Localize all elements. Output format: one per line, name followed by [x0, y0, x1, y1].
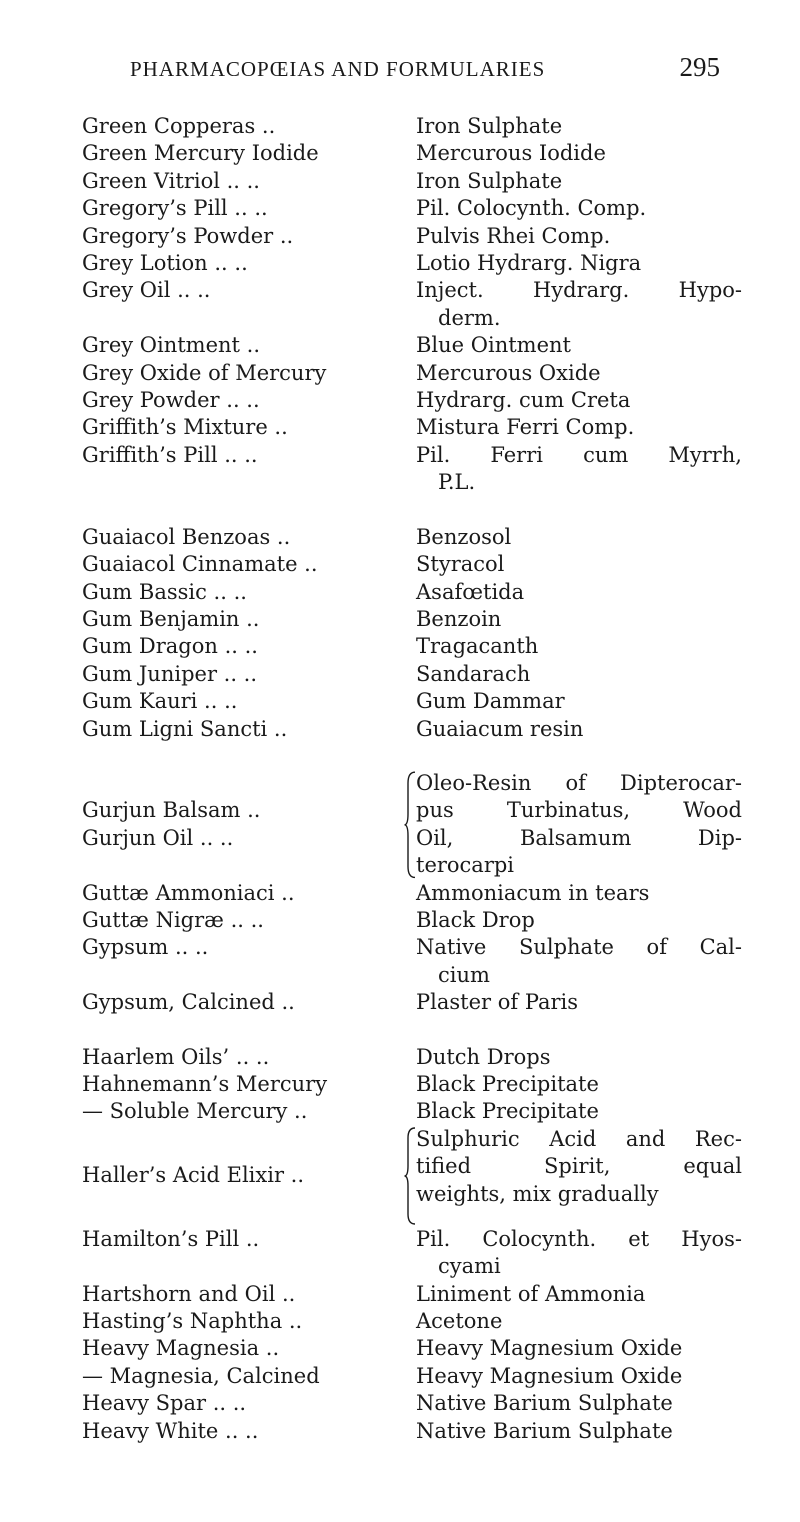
entry-term	[82, 1308, 404, 1335]
brace-mark	[404, 195, 416, 222]
entry-term	[82, 1363, 404, 1390]
entry-definition-line: Pulvis Rhei Comp.	[416, 223, 611, 248]
entry-definition-line: Tragacanth	[416, 634, 539, 659]
entry-term	[82, 195, 404, 222]
entry-definition	[416, 716, 742, 743]
brace-mark	[404, 414, 416, 441]
entry-term-line: Grey Powder .. ..	[82, 388, 260, 413]
glossary-entry	[82, 195, 742, 222]
glossary-entry	[82, 579, 742, 606]
entry-term	[82, 770, 404, 880]
glossary-entry	[82, 688, 742, 715]
entry-definition-line: Guaiacum resin	[416, 716, 584, 741]
entry-definition	[416, 1308, 742, 1335]
glossary-entry	[82, 524, 742, 551]
brace-mark	[404, 168, 416, 195]
entry-term-line: Haller’s Acid Elixir ..	[82, 1163, 305, 1188]
entry-definition	[416, 332, 742, 359]
glossary-entry	[82, 1281, 742, 1308]
entry-term-line: Haarlem Oils’ .. ..	[82, 1044, 270, 1069]
entry-term-line: Heavy Magnesia ..	[82, 1336, 280, 1361]
entry-definition	[416, 688, 742, 715]
entry-definition	[416, 1281, 742, 1308]
entry-term	[82, 1044, 404, 1071]
entry-term-line: Guttæ Ammoniaci ..	[82, 880, 295, 905]
entry-term	[82, 223, 404, 250]
entry-definition-line: derm.	[438, 305, 501, 330]
entry-definition	[416, 579, 742, 606]
entry-definition	[416, 661, 742, 688]
glossary-entry	[82, 1098, 742, 1125]
entry-definition-line: Mercurous Oxide	[416, 360, 601, 385]
entry-definition-line: Blue Ointment	[416, 333, 571, 358]
entry-definition	[416, 414, 742, 441]
entry-term	[82, 1071, 404, 1098]
entry-term	[82, 277, 404, 332]
entry-term	[82, 360, 404, 387]
entry-term-line: Hartshorn and Oil ..	[82, 1281, 296, 1306]
entry-definition-line: Mistura Ferri Comp.	[416, 415, 635, 440]
entry-definition	[416, 1044, 742, 1071]
entry-definition-line: Black Drop	[416, 907, 535, 932]
glossary-entry	[82, 332, 742, 359]
glossary-entry	[82, 360, 742, 387]
entry-definition-line: Sulphuric Acid and Rec-	[416, 1126, 742, 1151]
brace-mark	[404, 934, 416, 989]
entry-term	[82, 989, 404, 1016]
entry-term	[82, 1390, 404, 1417]
entry-definition	[416, 113, 742, 140]
entry-definition	[416, 633, 742, 660]
brace-mark	[404, 277, 416, 332]
entry-term-line: — Magnesia, Calcined	[82, 1363, 320, 1388]
entry-term-line: Green Mercury Iodide	[82, 141, 319, 166]
entry-definition	[416, 277, 742, 332]
entry-term	[82, 442, 404, 497]
entry-definition-line: Sandarach	[416, 661, 531, 686]
entry-term-line: Guaiacol Benzoas ..	[82, 524, 291, 549]
entry-definition	[416, 387, 742, 414]
entry-term-line: Gypsum .. ..	[82, 935, 209, 960]
glossary-entry	[82, 250, 742, 277]
entry-term	[82, 1281, 404, 1308]
brace-mark	[404, 633, 416, 660]
glossary-entry	[82, 442, 742, 497]
brace-mark	[404, 551, 416, 578]
glossary-entry	[82, 1126, 742, 1226]
brace-mark	[404, 989, 416, 1016]
brace-mark	[404, 907, 416, 934]
entry-term	[82, 414, 404, 441]
entry-term	[82, 332, 404, 359]
entry-term	[82, 1098, 404, 1125]
entry-term-line: Gurjun Balsam ..	[82, 798, 261, 823]
entry-term	[82, 387, 404, 414]
entry-term-line: Griffith’s Mixture ..	[82, 415, 288, 440]
glossary-entry	[82, 551, 742, 578]
brace-mark	[404, 1308, 416, 1335]
brace-mark	[404, 332, 416, 359]
entry-definition	[416, 168, 742, 195]
entry-definition-line: pus Turbinatus, Wood	[416, 798, 742, 823]
entry-term-line: Gum Bassic .. ..	[82, 579, 247, 604]
entry-definition	[416, 907, 742, 934]
brace-mark	[404, 1044, 416, 1071]
entry-definition	[416, 1098, 742, 1125]
brace-mark	[404, 113, 416, 140]
entry-term	[82, 907, 404, 934]
entry-term-line: Gum Juniper .. ..	[82, 661, 258, 686]
entry-definition	[416, 524, 742, 551]
glossary-entry	[82, 661, 742, 688]
brace-mark	[404, 524, 416, 551]
entry-definition-line: Acetone	[416, 1309, 503, 1334]
glossary-entries	[82, 113, 742, 1445]
entry-definition-line: cyami	[438, 1254, 501, 1279]
entry-definition	[416, 934, 742, 989]
entry-term	[82, 1418, 404, 1445]
entry-definition-line: Benzosol	[416, 524, 512, 549]
glossary-entry	[82, 113, 742, 140]
entry-term-line: Hamilton’s Pill ..	[82, 1226, 260, 1251]
glossary-entry	[82, 1390, 742, 1417]
entry-term-line: Grey Lotion .. ..	[82, 251, 248, 276]
entry-definition-line: Mercurous Iodide	[416, 141, 606, 166]
brace-mark	[404, 1226, 416, 1281]
entry-definition-line: Oleo-Resin of Dipterocar-	[416, 770, 742, 795]
entry-term	[82, 1335, 404, 1362]
glossary-entry	[82, 387, 742, 414]
brace-mark	[404, 1098, 416, 1125]
entry-definition	[416, 551, 742, 578]
entry-term-line: Gregory’s Pill .. ..	[82, 196, 268, 221]
entry-definition-line: Native Barium Sulphate	[416, 1391, 673, 1416]
entry-definition-line: weights, mix gradually	[416, 1181, 659, 1206]
brace-mark	[404, 1071, 416, 1098]
entry-definition-line: Inject. Hydrarg. Hypo-	[416, 278, 742, 303]
entry-term	[82, 606, 404, 633]
brace-mark	[404, 661, 416, 688]
glossary-entry	[82, 907, 742, 934]
entry-definition-line: Ammoniacum in tears	[416, 880, 650, 905]
glossary-entry	[82, 1418, 742, 1445]
brace-mark	[404, 579, 416, 606]
entry-definition	[416, 880, 742, 907]
brace-mark	[404, 1390, 416, 1417]
glossary-entry	[82, 989, 742, 1016]
entry-term	[82, 880, 404, 907]
entry-term-line: Gum Benjamin ..	[82, 606, 260, 631]
glossary-entry	[82, 770, 742, 880]
entry-definition-line: terocarpi	[416, 853, 515, 878]
entry-term-line: Griffith’s Pill .. ..	[82, 442, 258, 467]
entry-term-line: Guttæ Nigræ .. ..	[82, 907, 264, 932]
entry-definition-line: Asafœtida	[416, 579, 525, 604]
glossary-entry	[82, 1071, 742, 1098]
brace-mark	[404, 1126, 416, 1226]
entry-definition-line: Benzoin	[416, 606, 502, 631]
entry-term-line: Hasting’s Naphtha ..	[82, 1309, 303, 1334]
entry-definition	[416, 1390, 742, 1417]
entry-term	[82, 140, 404, 167]
entry-term	[82, 633, 404, 660]
entry-term	[82, 524, 404, 551]
entry-term-line: Gum Kauri .. ..	[82, 689, 238, 714]
brace-mark	[404, 360, 416, 387]
entry-definition-line: Native Barium Sulphate	[416, 1418, 673, 1443]
entry-definition-line: Black Precipitate	[416, 1099, 599, 1124]
glossary-entry	[82, 277, 742, 332]
entry-definition-line: Dutch Drops	[416, 1044, 551, 1069]
entry-term	[82, 579, 404, 606]
brace-mark	[404, 606, 416, 633]
entry-term-line: Gurjun Oil .. ..	[82, 825, 234, 850]
entry-term	[82, 1126, 404, 1226]
glossary-entry	[82, 140, 742, 167]
entry-term-line: Green Copperas ..	[82, 114, 276, 138]
brace-mark	[404, 442, 416, 497]
glossary-entry	[82, 716, 742, 743]
glossary-entry	[82, 223, 742, 250]
brace-mark	[404, 250, 416, 277]
entry-term	[82, 934, 404, 989]
entry-definition-line: Pil. Colocynth. Comp.	[416, 196, 647, 221]
entry-definition-line: Black Precipitate	[416, 1072, 599, 1096]
entry-definition-line: Liniment of Ammonia	[416, 1281, 646, 1306]
running-title: PHARMACOPŒIAS AND FORMULARIES	[130, 57, 546, 81]
entry-definition-line: P.L.	[438, 470, 476, 495]
brace-mark	[404, 140, 416, 167]
entry-term-line: Gum Ligni Sancti ..	[82, 716, 288, 741]
glossary-entry	[82, 633, 742, 660]
entry-definition	[416, 1071, 742, 1098]
entry-term	[82, 661, 404, 688]
entry-term-line: Heavy Spar .. ..	[82, 1391, 247, 1416]
brace-mark	[404, 387, 416, 414]
entry-definition	[416, 1335, 742, 1362]
entry-definition-line: Iron Sulphate	[416, 168, 563, 193]
entry-term-line: Grey Ointment ..	[82, 333, 261, 358]
entry-definition-line: Heavy Magnesium Oxide	[416, 1336, 683, 1361]
brace-mark	[404, 223, 416, 250]
entry-definition-line: Plaster of Paris	[416, 990, 579, 1015]
entry-definition	[416, 770, 742, 880]
entry-definition	[416, 223, 742, 250]
entry-definition	[416, 606, 742, 633]
brace-mark	[404, 716, 416, 743]
entry-definition-line: Styracol	[416, 552, 505, 577]
brace-mark	[404, 1363, 416, 1390]
entry-term	[82, 113, 404, 140]
entry-term-line: Green Vitriol .. ..	[82, 168, 260, 193]
entry-term-line: Grey Oxide of Mercury	[82, 360, 327, 385]
entry-term	[82, 551, 404, 578]
entry-term-line: Hahnemann’s Mercury	[82, 1072, 328, 1096]
entry-term-line: Gregory’s Powder ..	[82, 223, 294, 248]
entry-definition-line: tified Spirit, equal	[416, 1154, 742, 1179]
entry-term	[82, 688, 404, 715]
glossary-entry	[82, 1363, 742, 1390]
page-number: 295	[679, 52, 720, 82]
glossary-entry	[82, 880, 742, 907]
entry-term	[82, 1226, 404, 1281]
entry-term-line: Grey Oil .. ..	[82, 278, 211, 303]
entry-definition	[416, 1126, 742, 1226]
entry-definition	[416, 1418, 742, 1445]
entry-term-line: Heavy White .. ..	[82, 1418, 259, 1443]
brace-mark	[404, 688, 416, 715]
entry-definition	[416, 989, 742, 1016]
entry-term	[82, 250, 404, 277]
entry-definition	[416, 250, 742, 277]
entry-definition-line: Pil. Ferri cum Myrrh,	[416, 442, 742, 467]
glossary-entry	[82, 168, 742, 195]
glossary-entry	[82, 1335, 742, 1362]
entry-definition-line: Lotio Hydrarg. Nigra	[416, 251, 642, 276]
glossary-entry	[82, 1044, 742, 1071]
entry-definition	[416, 195, 742, 222]
entry-term-line: Gypsum, Calcined ..	[82, 990, 295, 1015]
entry-definition-line: Native Sulphate of Cal-	[416, 935, 742, 960]
brace-mark	[404, 1335, 416, 1362]
entry-definition-line: Iron Sulphate	[416, 114, 563, 138]
glossary-entry	[82, 1308, 742, 1335]
entry-term	[82, 716, 404, 743]
entry-definition-line: cium	[438, 962, 490, 987]
glossary-entry	[82, 606, 742, 633]
entry-term-line: — Soluble Mercury ..	[82, 1099, 308, 1124]
entry-definition	[416, 1226, 742, 1281]
entry-term	[82, 168, 404, 195]
entry-definition	[416, 360, 742, 387]
entry-definition-line: Heavy Magnesium Oxide	[416, 1363, 683, 1388]
entry-definition-line: Gum Dammar	[416, 689, 565, 714]
entry-definition	[416, 140, 742, 167]
brace-mark	[404, 880, 416, 907]
entry-definition	[416, 442, 742, 497]
glossary-entry	[82, 414, 742, 441]
entry-term-line: Gum Dragon .. ..	[82, 634, 258, 659]
entry-definition-line: Pil. Colocynth. et Hyos-	[416, 1226, 742, 1251]
entry-definition	[416, 1363, 742, 1390]
brace-mark	[404, 770, 416, 880]
entry-definition-line: Oil, Balsamum Dip-	[416, 825, 742, 850]
glossary-entry	[82, 1226, 742, 1281]
entry-definition-line: Hydrarg. cum Creta	[416, 388, 631, 413]
page-header	[130, 52, 720, 83]
brace-mark	[404, 1418, 416, 1445]
entry-term-line: Guaiacol Cinnamate ..	[82, 552, 318, 577]
glossary-entry	[82, 934, 742, 989]
brace-mark	[404, 1281, 416, 1308]
